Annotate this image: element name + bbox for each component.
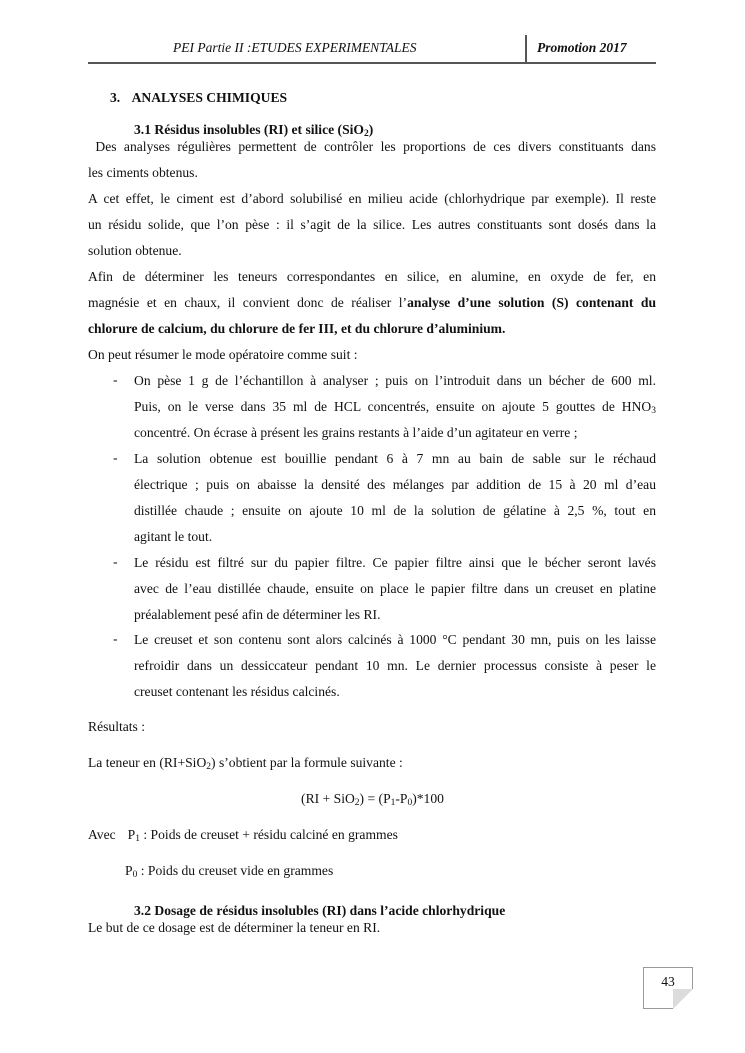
subsection-3-1-title [134, 121, 373, 139]
formula-part: ) = (P [359, 791, 391, 806]
subsection-3-2-title: 3.2 Dosage de résidus insolubles (RI) dans l’acide chlorhydrique [134, 903, 506, 918]
bullet-subscript: 3 [651, 406, 656, 416]
paragraph-line [88, 294, 656, 312]
header-promotion: Promotion 2017 [537, 40, 627, 55]
definition-sub: 1 [135, 834, 140, 844]
paragraph-line: les ciments obtenus. [88, 165, 198, 180]
paragraph-bold-line: chlorure de calcium, du chlorure de fer III, et du chlorure d’aluminium. [88, 321, 506, 336]
bullet-line: Le résidu est filtré sur du papier filtre. Ce papier filtre ainsi que le bécher seront lavés [134, 555, 656, 570]
results-intro-end: ) s’obtient par la formule suivante : [211, 755, 403, 770]
bullet-line: préalablement pesé afin de déterminer les RI. [134, 607, 381, 622]
bullet-dash: - [113, 372, 118, 387]
bullet-line: avec de l’eau distillée chaude, ensuite on place le papier filtre dans un creuset en platine [134, 581, 656, 596]
subsection-3-1-title-sub: 2 [363, 129, 369, 139]
definition-symbol: P [125, 863, 133, 878]
bullet-line [134, 398, 656, 416]
header-title: PEI Partie II :ETUDES EXPERIMENTALES [173, 40, 417, 55]
results-label: Résultats : [88, 719, 146, 734]
definition-text: : Poids de creuset + résidu calciné en grammes [139, 827, 398, 842]
paragraph-line: solution obtenue. [88, 243, 182, 258]
paragraph-line: Afin de déterminer les teneurs correspondantes en silice, en alumine, en oxyde de fer, en [88, 269, 656, 284]
page-number-box [643, 967, 693, 1009]
bullet-line: refroidir dans un dessiccateur pendant 10 mn. Le dernier processus consiste à peser le [134, 658, 656, 673]
subsection-3-1-title-text: 3.1 Résidus insolubles (RI) et silice (SiO [134, 122, 364, 137]
bullet-line: distillée chaude ; ensuite on ajoute 10 ml de la solution de gélatine à 2,5 %, tout en [134, 503, 656, 518]
formula-sub: 2 [354, 798, 360, 808]
header-separator [525, 35, 527, 63]
bullet-line: agitant le tout. [134, 529, 213, 544]
page-header [88, 35, 656, 63]
definition-p0 [125, 862, 333, 880]
paragraph-line: On peut résumer le mode opératoire comme suit : [88, 347, 358, 362]
definition-sub: 0 [132, 870, 138, 880]
bullet-dash: - [113, 554, 118, 569]
page-number: 43 [661, 974, 675, 989]
subsection-3-1-title-end: ) [368, 122, 374, 137]
results-intro-text: La teneur en (RI+SiO [88, 755, 207, 770]
paragraph-bold-text: analyse d’une solution (S) contenant du [407, 295, 657, 310]
paragraph-text: magnésie et en chaux, il convient donc de réaliser l’ [88, 295, 408, 310]
bullet-line: On pèse 1 g de l’échantillon à analyser ; puis on l’introduit dans un bécher de 600 ml. [134, 373, 656, 388]
bullet-line: concentré. On écrase à présent les grains restants à l’aide d’un agitateur en verre ; [134, 425, 578, 440]
bullet-dash: - [113, 450, 118, 465]
formula-part: )*100 [412, 791, 444, 806]
definition-text: : Poids du creuset vide en grammes [137, 863, 334, 878]
bullet-line: Le creuset et son contenu sont alors calcinés à 1000 °C pendant 30 mn, puis on les laisse [134, 632, 656, 647]
definition-p1 [88, 826, 398, 844]
bullet-dash: - [113, 631, 118, 646]
paragraph-line: un résidu solide, que l’on pèse : il s’agit de la silice. Les autres constituants sont dosés dans la [88, 217, 656, 232]
formula-sub: 1 [390, 798, 396, 808]
section-title: ANALYSES CHIMIQUES [131, 90, 288, 105]
section-heading [110, 89, 287, 107]
definition-symbol: P [127, 827, 136, 842]
paragraph-line: Des analyses régulières permettent de contrôler les proportions de ces divers constituants dans [88, 139, 656, 154]
formula [0, 790, 745, 808]
formula-part: (RI + SiO [301, 791, 355, 806]
results-intro-sub: 2 [206, 762, 212, 772]
paragraph-line: A cet effet, le ciment est d’abord solubilisé en milieu acide (chlorhydrique par exemple). Il reste [88, 191, 656, 206]
definition-avec: Avec [88, 827, 116, 842]
formula-sub: 0 [407, 798, 413, 808]
bullet-line: La solution obtenue est bouillie pendant 6 à 7 mn au bain de sable sur le réchaud [134, 451, 656, 466]
section-number: 3. [110, 90, 121, 105]
subsection-3-2-text: Le but de ce dosage est de déterminer la teneur en RI. [88, 920, 381, 935]
formula-part: -P [395, 791, 408, 806]
bullet-text: Puis, on le verse dans 35 ml de HCL concentrés, ensuite on ajoute 5 gouttes de HNO [134, 399, 652, 414]
bullet-line: creuset contenant les résidus calcinés. [134, 684, 340, 699]
bullet-line: électrique ; puis on abaisse la densité des mélanges par addition de 15 à 20 ml d’eau [134, 477, 656, 492]
results-intro [88, 754, 403, 772]
header-rule [88, 62, 656, 64]
